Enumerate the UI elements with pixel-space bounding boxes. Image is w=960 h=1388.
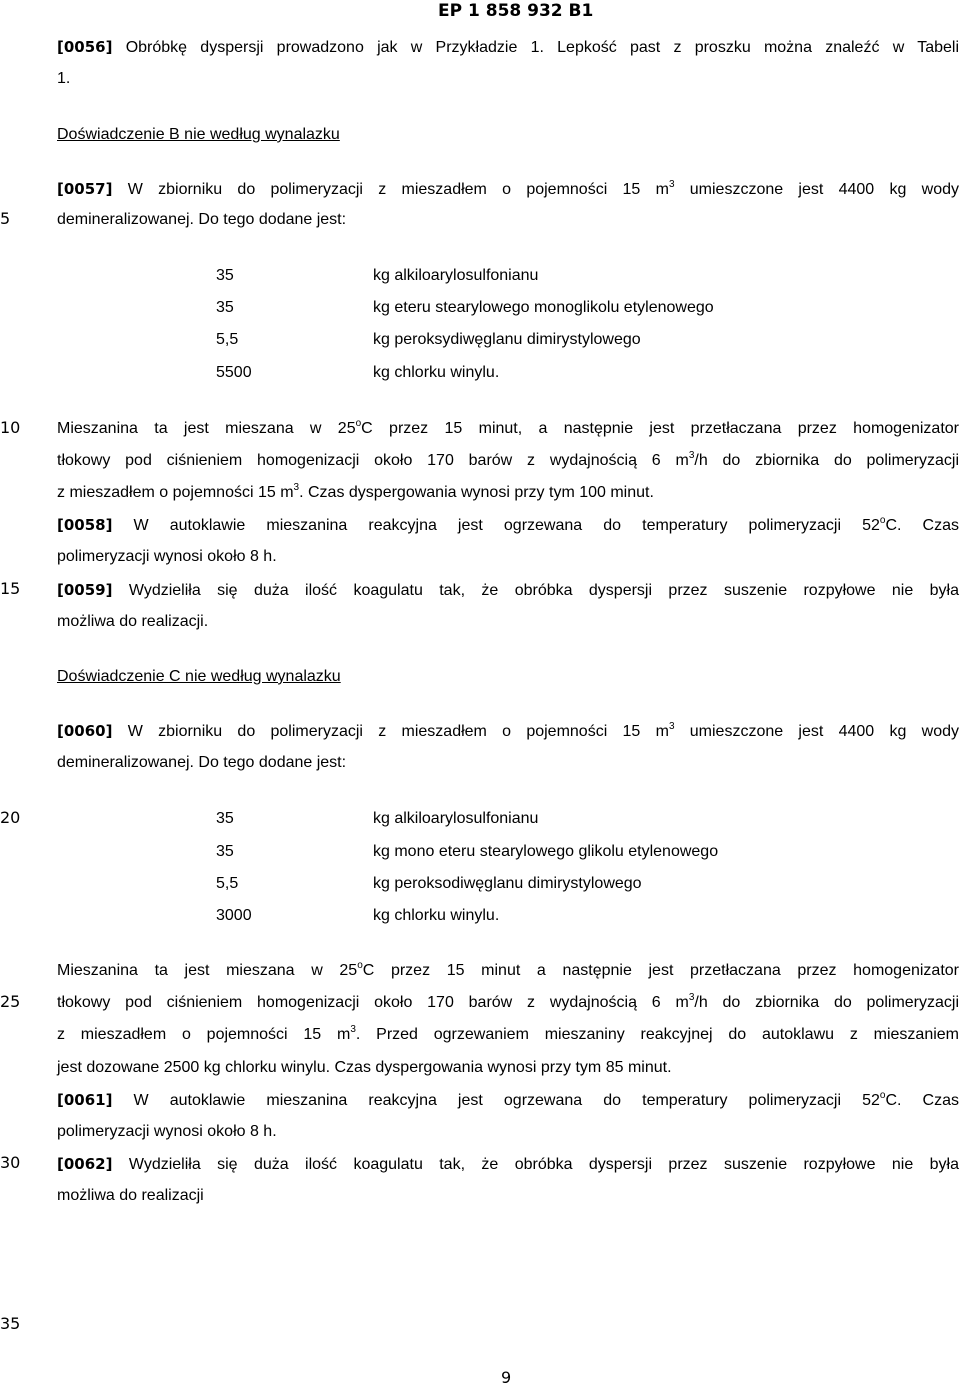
mixing-line-2: tłokowy pod ciśnieniem homogenizacji około 170 barów z wydajnością 6 $m^3/h$ do zbiornika do polimeryzacji bbox=[57, 992, 960, 1011]
paragraph-0056-line-2: 1. bbox=[57, 70, 71, 87]
mixing-line-2: tłokowy pod ciśnieniem homogenizacji około 170 barów z wydajnością 6 $m^3/h$ do zbiornika do polimeryzacji bbox=[57, 450, 960, 469]
paragraph-0061-line-1: [0061] W autoklawie mieszanina reakcyjna jest ogrzewana do temperatury polimeryzacji 52$^o$C. Czas bbox=[57, 1090, 959, 1109]
page-number: 9 bbox=[501, 1368, 512, 1387]
component-name: kg chlorku winylu. bbox=[373, 364, 500, 381]
line-number-5: 5 bbox=[0, 209, 11, 228]
paragraph-0059-line-2: możliwa do realizacji. bbox=[57, 613, 209, 630]
component-amount: 5,5 bbox=[216, 331, 239, 348]
component-amount: 5,5 bbox=[216, 875, 239, 892]
component-name: kg peroksydiwęglanu dimirystylowego bbox=[373, 331, 641, 348]
paragraph-0060-line-1: [0060] W zbiorniku do polimeryzacji z mieszadłem o pojemności 15 $m^3$ umieszczone jest 4400 kg wody bbox=[57, 721, 959, 740]
component-name: kg alkiloarylosulfonianu bbox=[373, 810, 539, 827]
paragraph-tag: [0057] bbox=[57, 180, 113, 198]
component-name: kg eteru stearylowego monoglikolu etylenowego bbox=[373, 299, 714, 316]
component-name: kg mono eteru stearylowego glikolu etylenowego bbox=[373, 843, 719, 860]
paragraph-0061-line-2: polimeryzacji wynosi około 8 h. bbox=[57, 1123, 277, 1140]
paragraph-0058-line-1: [0058] W autoklawie mieszanina reakcyjna jest ogrzewana do temperatury polimeryzacji 52$^o$C. Czas bbox=[57, 515, 959, 534]
paragraph-0057-line-1: [0057] W zbiorniku do polimeryzacji z mieszadłem o pojemności 15 $m^3$ umieszczone jest 4400 kg wody bbox=[57, 179, 959, 198]
mixing-line-3: z mieszadłem o pojemności 15 $m^3$. Przed ogrzewaniem mieszaniny reakcyjnej do autoklawu z mieszaniem bbox=[57, 1024, 959, 1043]
component-amount: 35 bbox=[216, 843, 234, 860]
paragraph-tag: [0062] bbox=[57, 1155, 113, 1173]
component-amount: 35 bbox=[216, 810, 234, 827]
line-number-20: 20 bbox=[0, 808, 21, 827]
mixing-line-1: Mieszanina ta jest mieszana w 25$^o$C przez 15 minut, a następnie jest przetłaczana przez homogenizator bbox=[57, 418, 959, 437]
line-number-10: 10 bbox=[0, 418, 21, 437]
component-name: kg alkiloarylosulfonianu bbox=[373, 267, 539, 284]
component-amount: 5500 bbox=[216, 364, 252, 381]
experiment-b-heading: Doświadczenie B nie według wynalazku bbox=[57, 126, 340, 143]
paragraph-0062-line-2: możliwa do realizacji bbox=[57, 1187, 204, 1204]
experiment-c-heading: Doświadczenie C nie według wynalazku bbox=[57, 668, 341, 685]
mixing-line-4: jest dozowane 2500 kg chlorku winylu. Czas dyspergowania wynosi przy tym 85 minut. bbox=[57, 1059, 672, 1076]
paragraph-tag: [0056] bbox=[57, 38, 113, 56]
paragraph-0058-line-2: polimeryzacji wynosi około 8 h. bbox=[57, 548, 277, 565]
line-number-30: 30 bbox=[0, 1153, 21, 1172]
paragraph-tag: [0061] bbox=[57, 1091, 113, 1109]
mixing-line-3: z mieszadłem o pojemności 15 $m^3$. Czas dyspergowania wynosi przy tym 100 minut. bbox=[57, 482, 654, 501]
component-amount: 35 bbox=[216, 267, 234, 284]
component-amount: 35 bbox=[216, 299, 234, 316]
line-number-15: 15 bbox=[0, 579, 21, 598]
paragraph-0057-line-2: demineralizowanej. Do tego dodane jest: bbox=[57, 211, 347, 228]
component-name: kg peroksodiwęglanu dimirystylowego bbox=[373, 875, 642, 892]
mixing-line-1: Mieszanina ta jest mieszana w 25$^o$C przez 15 minut a następnie jest przetłaczana przez homogenizator bbox=[57, 960, 959, 979]
paragraph-tag: [0058] bbox=[57, 516, 113, 534]
paragraph-0060-line-2: demineralizowanej. Do tego dodane jest: bbox=[57, 754, 347, 771]
line-number-25: 25 bbox=[0, 992, 21, 1011]
paragraph-0059-line-1: [0059] Wydzieliła się duża ilość koagulatu tak, że obróbka dyspersji przez suszenie rozpyłowe nie była bbox=[57, 581, 959, 599]
component-amount: 3000 bbox=[216, 907, 252, 924]
paragraph-tag: [0060] bbox=[57, 722, 113, 740]
paragraph-0056-line-1: [0056] Obróbkę dyspersji prowadzono jak w Przykładzie 1. Lepkość past z proszku można znaleźć w Tabeli bbox=[57, 38, 959, 56]
patent-number-header: EP 1 858 932 B1 bbox=[438, 1, 594, 21]
line-number-35: 35 bbox=[0, 1314, 21, 1333]
paragraph-tag: [0059] bbox=[57, 581, 113, 599]
component-name: kg chlorku winylu. bbox=[373, 907, 500, 924]
paragraph-0062-line-1: [0062] Wydzieliła się duża ilość koagulatu tak, że obróbka dyspersji przez suszenie rozpyłowe nie była bbox=[57, 1155, 959, 1173]
